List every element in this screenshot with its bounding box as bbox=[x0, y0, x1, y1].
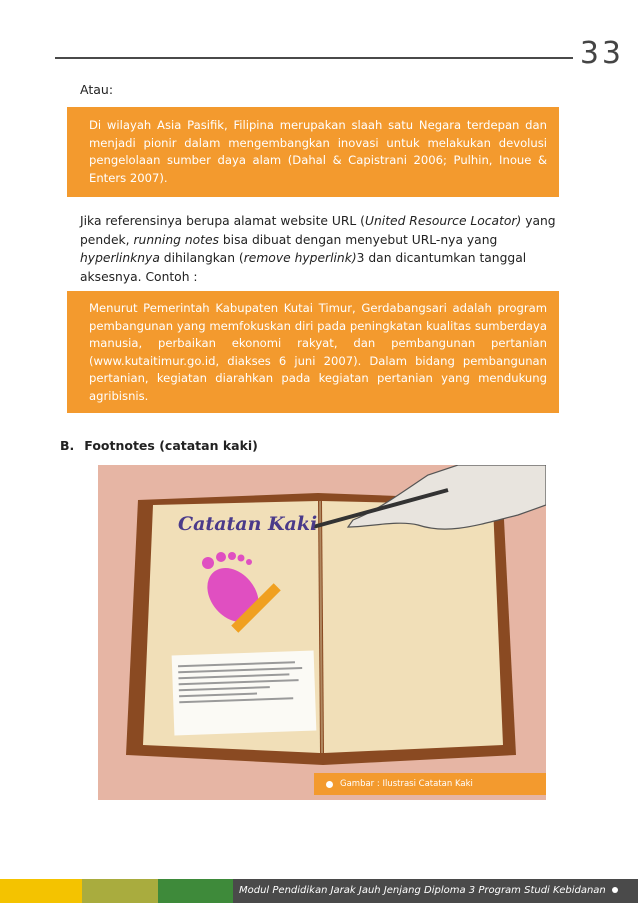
bullet-dot bbox=[326, 781, 333, 788]
footer-text: Modul Pendidikan Jarak Jauh Jenjang Diploma 3 Program Studi Kebidanan bbox=[239, 885, 606, 896]
footer-segment-yellow bbox=[0, 879, 82, 903]
quote-box-1 bbox=[67, 107, 559, 197]
section-heading bbox=[60, 438, 258, 453]
page-number: 33 bbox=[579, 36, 624, 71]
quote-box-2-text: Menurut Pemerintah Kabupaten Kutai Timur, Gerdabangsari adalah program pembangunan yang memfokuskan diri pada peningkatan kualitas sumberdaya manusia, perbaikan ekonomi rakyat, dan pembangunan pertanian (www.kutaitimur.go.id, diakses 6 juni 2007). Dalam bidang pembangunan pertanian, kegiatan diarahkan pada kegiatan pertanian yang mendukung agribisnis. bbox=[89, 301, 547, 403]
note-paper bbox=[172, 651, 317, 736]
footer-dot bbox=[612, 887, 618, 893]
footer-segment-olive bbox=[82, 879, 158, 903]
body-paragraph bbox=[80, 212, 570, 286]
section-title: Footnotes (catatan kaki) bbox=[84, 438, 258, 453]
figure-caption-text: Gambar : Ilustrasi Catatan Kaki bbox=[340, 779, 473, 789]
right-page bbox=[322, 501, 503, 753]
intro-label: Atau: bbox=[80, 82, 114, 97]
para-text: dihilangkan ( bbox=[159, 251, 244, 265]
para-italic: running notes bbox=[133, 232, 219, 247]
para-text: Jika referensinya berupa alamat website URL ( bbox=[80, 214, 365, 228]
open-book-illustration bbox=[98, 465, 546, 800]
quote-box-1-text: Di wilayah Asia Pasifik, Filipina merupakan slaah satu Negara terdepan dan menjadi pionir dalam mengembangkan inovasi untuk melakukan devolusi pengelolaan sumber daya alam (Dahal & Capistrani 2006; Pulhin, Inoue & Enters 2007). bbox=[89, 118, 547, 185]
footer-segment-green bbox=[158, 879, 233, 903]
para-italic: hyperlinknya bbox=[80, 251, 160, 265]
para-text: bisa dibuat dengan menyebut URL-nya yang bbox=[218, 232, 498, 247]
figure-caption bbox=[314, 773, 546, 795]
figure-title: Catatan Kaki bbox=[178, 513, 318, 535]
footer-text-bar bbox=[233, 879, 638, 903]
header-rule bbox=[55, 57, 573, 59]
illustration-figure bbox=[98, 465, 546, 800]
section-label: B. bbox=[60, 438, 75, 453]
quote-box-2 bbox=[67, 291, 559, 413]
para-text: 3 dan dicantumkan tanggal aksesnya. Contoh : bbox=[80, 251, 527, 284]
para-text: yang pendek, bbox=[80, 214, 556, 247]
footer-bar bbox=[0, 879, 638, 903]
para-italic: United Resource Locator) bbox=[364, 214, 522, 228]
para-italic: remove hyperlink) bbox=[243, 251, 357, 265]
